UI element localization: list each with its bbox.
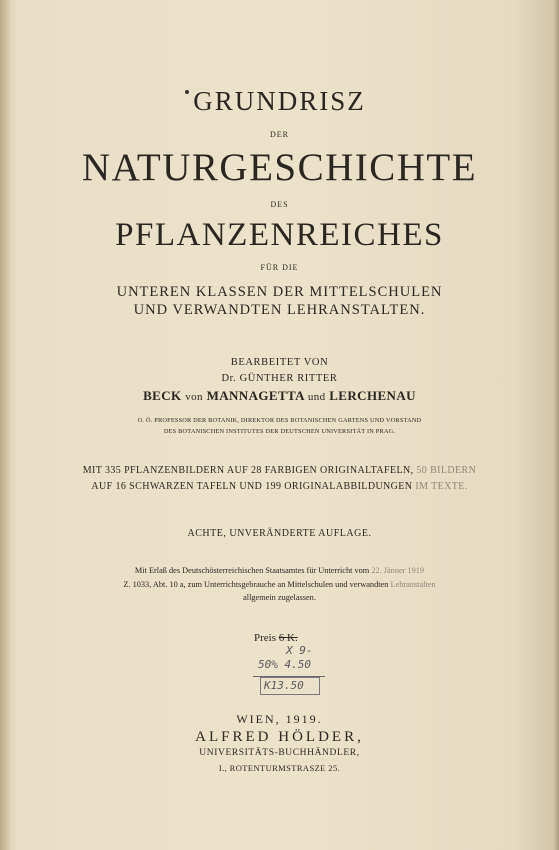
illustrations-line-2	[0, 481, 559, 492]
audience-line-2: UND VERWANDTEN LEHRANSTALTEN.	[133, 302, 426, 318]
price-old: 6 K.	[278, 632, 298, 644]
approval-line-2	[0, 580, 559, 589]
author-line-1: Dr. GÜNTHER RITTER	[221, 373, 338, 384]
bearbeitet-von: BEARBEITET VON	[230, 357, 329, 368]
audience-line-1: UNTEREN KLASSEN DER MITTELSCHULEN	[116, 284, 443, 300]
approval-line-1-main: Mit Erlaß des Deutschösterreichischen Staatsamtes für Unterricht vom	[134, 566, 370, 575]
illustrations-line-2-main: AUF 16 SCHWARZEN TAFELN UND 199 ORIGINALABBILDUNGEN	[91, 481, 413, 492]
handwritten-note-3: K13.50	[264, 679, 304, 692]
publisher-name: ALFRED HÖLDER,	[195, 729, 364, 745]
illustrations-line-1-main: MIT 335 PFLANZENBILDERN AUF 28 FARBIGEN ORIGINALTAFELN,	[82, 465, 414, 476]
publisher-role: UNIVERSITÄTS-BUCHHÄNDLER,	[199, 748, 360, 758]
author-beck: BECK	[143, 388, 182, 403]
author-mannagetta: MANNAGETTA	[206, 388, 305, 403]
publisher-address: I., ROTENTURMSTRASZE 25.	[218, 763, 341, 773]
author-lerchenau: LERCHENAU	[329, 388, 416, 403]
author-title-line-1: O. Ö. PROFESSOR DER BOTANIK, DIREKTOR DES BOTANISCHEN GARTENS UND VORSTAND	[137, 417, 422, 424]
price	[254, 632, 298, 644]
title-des: DES	[270, 200, 289, 209]
place-year: WIEN, 1919.	[236, 712, 323, 726]
handwritten-note-2: 50% 4.50	[258, 658, 311, 671]
title-der: DER	[270, 130, 289, 139]
handwritten-note-1: X 9-	[286, 644, 313, 657]
title-naturgeschichte: NATURGESCHICHTE	[81, 146, 478, 189]
illustrations-line-1-faded: 50 BILDERN	[416, 465, 477, 476]
author-title-line-2: DES BOTANISCHEN INSTITUTES DER DEUTSCHEN UNIVERSITÄT IN PRAG.	[163, 428, 396, 435]
title-grundrisz: GRUNDRISZ	[193, 86, 366, 116]
approval-line-1-faded: 22. Jänner 1919	[371, 566, 425, 575]
edition-statement: ACHTE, UNVERÄNDERTE AUFLAGE.	[187, 528, 372, 539]
approval-line-2-faded: Lehranstalten	[390, 580, 436, 589]
author-und: und	[307, 391, 326, 403]
fuer-die: FÜR DIE	[260, 263, 299, 272]
illustrations-line-1	[0, 465, 559, 476]
approval-line-1	[0, 566, 559, 575]
illustrations-line-2-faded: IM TEXTE.	[415, 481, 468, 492]
title-pflanzenreiches: PFLANZENREICHES	[115, 217, 444, 253]
author-von: von	[185, 391, 203, 403]
price-label: Preis	[254, 632, 276, 644]
author-line-2	[0, 388, 559, 404]
approval-line-2-main: Z. 1033, Abt. 10 a, zum Unterrichtsgebrauche an Mittelschulen und verwandten	[123, 580, 389, 589]
approval-line-3: allgemein zugelassen.	[243, 593, 316, 602]
